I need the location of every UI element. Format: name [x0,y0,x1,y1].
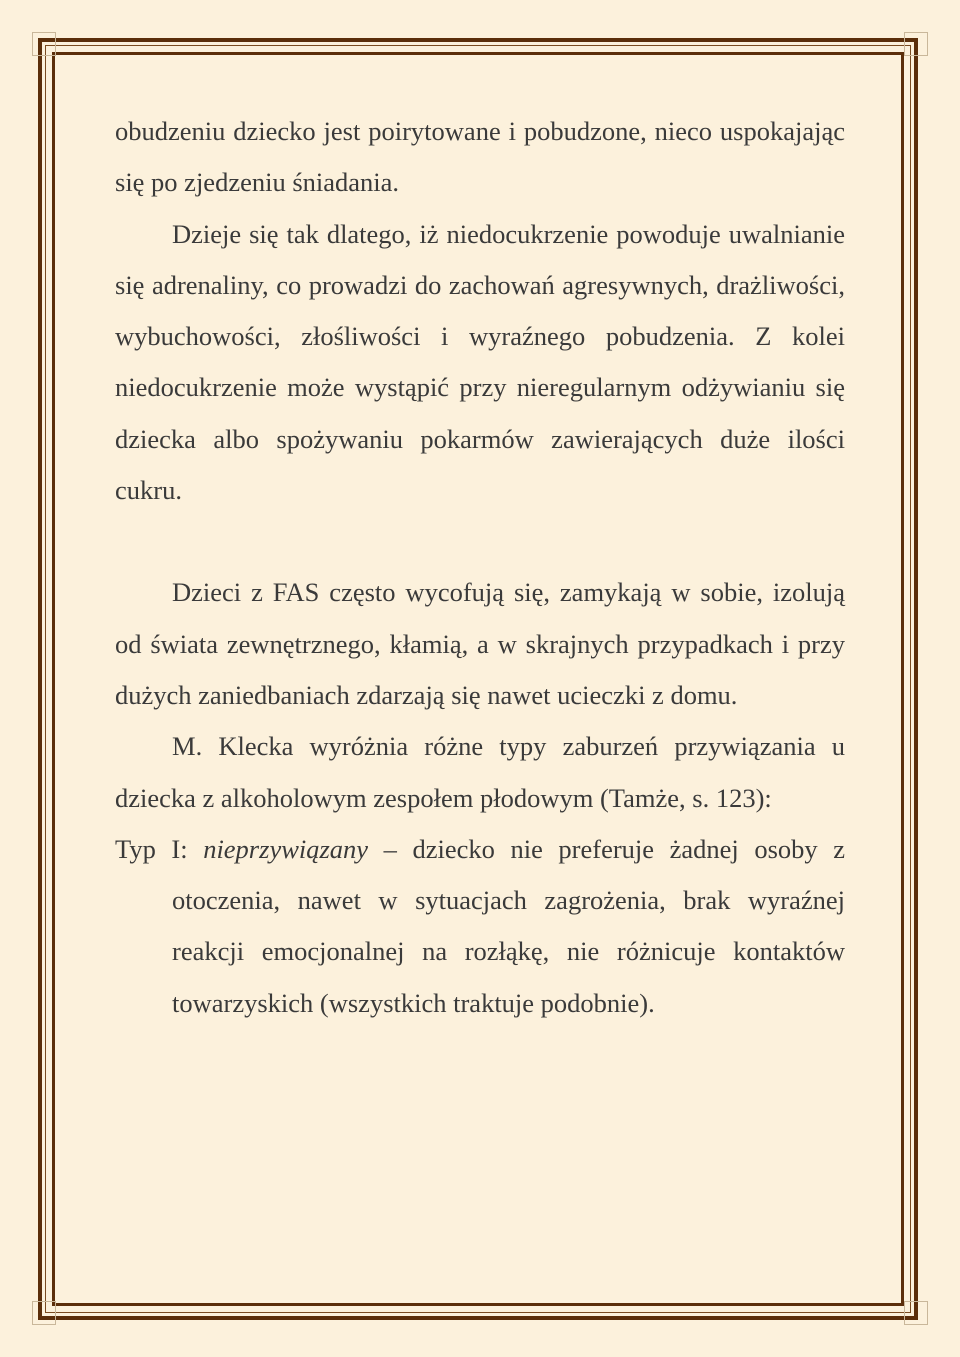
paragraph-fas-withdrawal: Dzieci z FAS często wycofują się, zamykają w sobie, izolują od świata zewnętrznego, kłamią, a w skrajnych przypadkach i przy dużych zaniedbaniach zdarzają się nawet ucieczki z domu. [115,577,845,710]
corner-ornament-top-right [904,32,928,56]
document-body [115,106,845,1029]
paragraph-hypoglycemia: Dzieje się tak dlatego, iż niedocukrzenie powoduje uwalnianie się adrenaliny, co prowadzi do zachowań agresywnych, drażliwości, wybuchowości, złośliwości i wyraźnego pobudzenia. Z kolei niedocukrzenie może wystąpić przy nieregularnym odżywianiu się dziecka albo spożywaniu pokarmów zawierających duże ilości cukru. [115,218,845,506]
attachment-type-1 [115,824,845,1029]
paragraph-attachment-types: M. Klecka wyróżnia różne typy zaburzeń przywiązania u dziecka z alkoholowym zespołem płodowym (Tamże, s. 123): [115,731,845,813]
corner-ornament-top-left [32,32,56,56]
paragraph-continuation: obudzeniu dziecko jest poirytowane i pobudzone, nieco uspokajając się po zjedzeniu śniadania. [115,116,845,198]
paragraph-spacer [115,516,845,567]
type-term: nieprzywiązany [203,833,369,864]
corner-ornament-bottom-left [32,1301,56,1325]
type-description: – dziecko nie preferuje żadnej osoby z otoczenia, nawet w sytuacjach zagrożenia, brak wyraźnej reakcji emocjonalnej na rozłąkę, nie różnicuje kontaktów towarzyskich (wszystkich traktuje podobnie). [172,833,845,1018]
type-label: Typ I: [115,833,204,864]
corner-ornament-bottom-right [904,1301,928,1325]
